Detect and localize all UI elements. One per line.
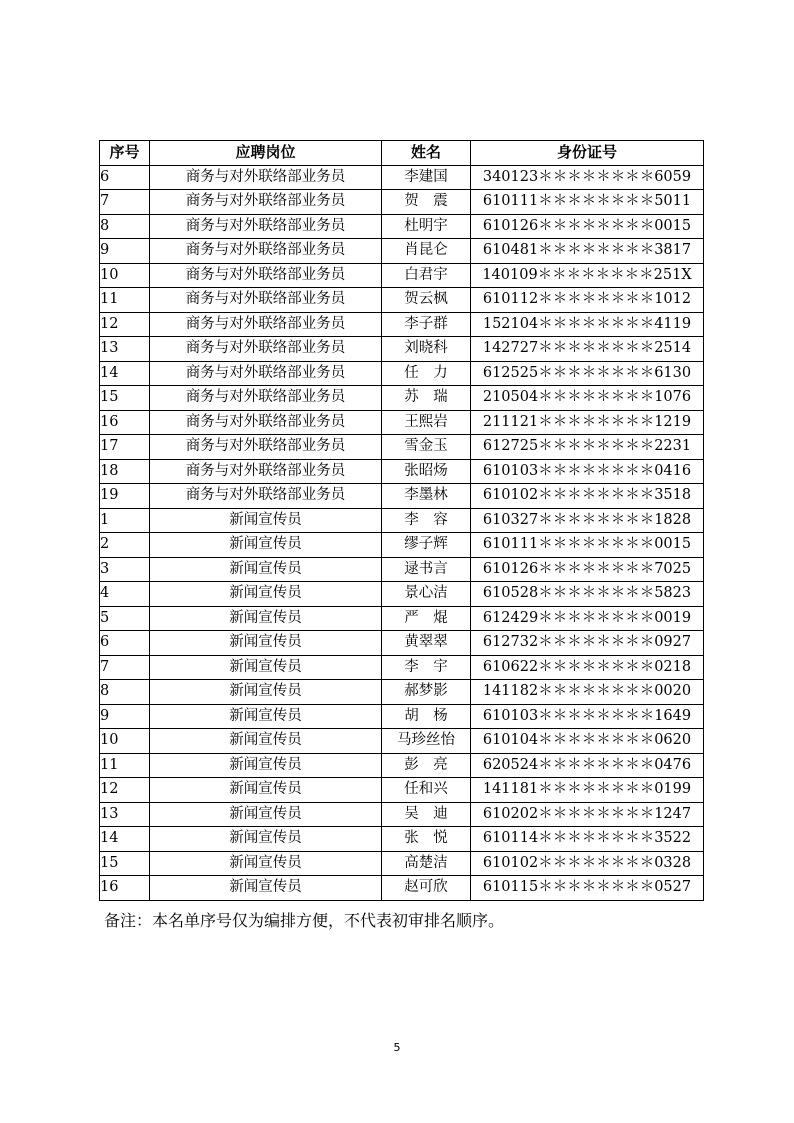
table-row — [100, 631, 704, 656]
table-row — [100, 484, 704, 509]
row-name-cell: 严 焜 — [382, 606, 471, 631]
footnote: 备注：本名单序号仅为编排方便，不代表初审排名顺序。 — [104, 911, 505, 930]
row-seq-cell: 13 — [100, 337, 150, 362]
row-position-cell: 新闻宣传员 — [150, 655, 382, 680]
row-id-number-cell: 610111＊＊＊＊＊＊＊＊0015 — [471, 533, 704, 558]
row-position-cell: 新闻宣传员 — [150, 582, 382, 607]
table-row — [100, 214, 704, 239]
table-row — [100, 606, 704, 631]
row-name-cell: 雪金玉 — [382, 435, 471, 460]
row-position-cell: 商务与对外联络部业务员 — [150, 288, 382, 313]
row-name-cell: 景心洁 — [382, 582, 471, 607]
row-position-cell: 新闻宣传员 — [150, 533, 382, 558]
row-id-number-cell: 610202＊＊＊＊＊＊＊＊1247 — [471, 802, 704, 827]
row-name-cell: 李建国 — [382, 165, 471, 190]
table-header-row — [100, 141, 704, 166]
row-name-cell: 李 容 — [382, 508, 471, 533]
row-name-cell: 张 悦 — [382, 827, 471, 852]
row-position-cell: 商务与对外联络部业务员 — [150, 459, 382, 484]
row-id-number-cell: 152104＊＊＊＊＊＊＊＊4119 — [471, 312, 704, 337]
table-row — [100, 508, 704, 533]
table-row — [100, 704, 704, 729]
row-id-number-cell: 140109＊＊＊＊＊＊＊＊251X — [471, 263, 704, 288]
row-seq-cell: 14 — [100, 827, 150, 852]
row-position-cell: 商务与对外联络部业务员 — [150, 239, 382, 264]
row-position-cell: 商务与对外联络部业务员 — [150, 361, 382, 386]
table-row — [100, 459, 704, 484]
row-id-number-cell: 610115＊＊＊＊＊＊＊＊0527 — [471, 876, 704, 901]
row-id-number-cell: 210504＊＊＊＊＊＊＊＊1076 — [471, 386, 704, 411]
row-name-cell: 郝梦影 — [382, 680, 471, 705]
row-position-cell: 新闻宣传员 — [150, 704, 382, 729]
row-name-cell: 刘晓科 — [382, 337, 471, 362]
table-row — [100, 827, 704, 852]
row-seq-cell: 1 — [100, 508, 150, 533]
table-row — [100, 802, 704, 827]
row-seq-cell: 14 — [100, 361, 150, 386]
row-id-number-cell: 610622＊＊＊＊＊＊＊＊0218 — [471, 655, 704, 680]
row-name-cell: 任 力 — [382, 361, 471, 386]
table-row — [100, 312, 704, 337]
header-seq: 序号 — [100, 141, 150, 166]
row-id-number-cell: 610481＊＊＊＊＊＊＊＊3817 — [471, 239, 704, 264]
table-row — [100, 680, 704, 705]
table-row — [100, 582, 704, 607]
row-id-number-cell: 612525＊＊＊＊＊＊＊＊6130 — [471, 361, 704, 386]
table-row — [100, 410, 704, 435]
row-name-cell: 缪子辉 — [382, 533, 471, 558]
table-row — [100, 165, 704, 190]
row-position-cell: 新闻宣传员 — [150, 851, 382, 876]
row-position-cell: 商务与对外联络部业务员 — [150, 410, 382, 435]
row-seq-cell: 15 — [100, 851, 150, 876]
page-number: 5 — [393, 1041, 401, 1054]
row-id-number-cell: 340123＊＊＊＊＊＊＊＊6059 — [471, 165, 704, 190]
row-id-number-cell: 612429＊＊＊＊＊＊＊＊0019 — [471, 606, 704, 631]
table-body — [100, 165, 704, 900]
row-position-cell: 商务与对外联络部业务员 — [150, 484, 382, 509]
row-seq-cell: 8 — [100, 680, 150, 705]
row-name-cell: 贺云枫 — [382, 288, 471, 313]
row-id-number-cell: 610103＊＊＊＊＊＊＊＊1649 — [471, 704, 704, 729]
row-seq-cell: 19 — [100, 484, 150, 509]
row-position-cell: 新闻宣传员 — [150, 827, 382, 852]
table-row — [100, 533, 704, 558]
row-seq-cell: 6 — [100, 631, 150, 656]
row-seq-cell: 7 — [100, 655, 150, 680]
row-name-cell: 白君宇 — [382, 263, 471, 288]
row-id-number-cell: 610327＊＊＊＊＊＊＊＊1828 — [471, 508, 704, 533]
row-id-number-cell: 141181＊＊＊＊＊＊＊＊0199 — [471, 778, 704, 803]
row-name-cell: 李墨林 — [382, 484, 471, 509]
row-position-cell: 新闻宣传员 — [150, 729, 382, 754]
row-name-cell: 吴 迪 — [382, 802, 471, 827]
row-id-number-cell: 610102＊＊＊＊＊＊＊＊3518 — [471, 484, 704, 509]
row-position-cell: 商务与对外联络部业务员 — [150, 165, 382, 190]
row-position-cell: 商务与对外联络部业务员 — [150, 214, 382, 239]
row-seq-cell: 3 — [100, 557, 150, 582]
row-position-cell: 商务与对外联络部业务员 — [150, 337, 382, 362]
table-row — [100, 386, 704, 411]
row-seq-cell: 17 — [100, 435, 150, 460]
row-seq-cell: 6 — [100, 165, 150, 190]
table-row — [100, 263, 704, 288]
row-name-cell: 逯书言 — [382, 557, 471, 582]
row-name-cell: 彭 亮 — [382, 753, 471, 778]
row-name-cell: 李子群 — [382, 312, 471, 337]
row-id-number-cell: 612725＊＊＊＊＊＊＊＊2231 — [471, 435, 704, 460]
row-id-number-cell: 610528＊＊＊＊＊＊＊＊5823 — [471, 582, 704, 607]
row-seq-cell: 9 — [100, 239, 150, 264]
row-seq-cell: 11 — [100, 288, 150, 313]
table-row — [100, 729, 704, 754]
row-seq-cell: 16 — [100, 410, 150, 435]
row-id-number-cell: 612732＊＊＊＊＊＊＊＊0927 — [471, 631, 704, 656]
row-name-cell: 高楚洁 — [382, 851, 471, 876]
table-row — [100, 851, 704, 876]
row-position-cell: 新闻宣传员 — [150, 508, 382, 533]
table-row — [100, 778, 704, 803]
row-seq-cell: 5 — [100, 606, 150, 631]
row-position-cell: 新闻宣传员 — [150, 606, 382, 631]
row-id-number-cell: 610103＊＊＊＊＊＊＊＊0416 — [471, 459, 704, 484]
candidate-table — [99, 140, 704, 901]
header-name: 姓名 — [382, 141, 471, 166]
row-seq-cell: 15 — [100, 386, 150, 411]
row-name-cell: 苏 瑞 — [382, 386, 471, 411]
row-id-number-cell: 610112＊＊＊＊＊＊＊＊1012 — [471, 288, 704, 313]
row-name-cell: 李 宇 — [382, 655, 471, 680]
row-name-cell: 肖昆仑 — [382, 239, 471, 264]
row-name-cell: 任和兴 — [382, 778, 471, 803]
row-id-number-cell: 142727＊＊＊＊＊＊＊＊2514 — [471, 337, 704, 362]
table-row — [100, 337, 704, 362]
row-name-cell: 赵可欣 — [382, 876, 471, 901]
row-id-number-cell: 610126＊＊＊＊＊＊＊＊7025 — [471, 557, 704, 582]
header-position: 应聘岗位 — [150, 141, 382, 166]
header-id-number: 身份证号 — [471, 141, 704, 166]
row-position-cell: 商务与对外联络部业务员 — [150, 435, 382, 460]
row-position-cell: 新闻宣传员 — [150, 778, 382, 803]
row-id-number-cell: 610102＊＊＊＊＊＊＊＊0328 — [471, 851, 704, 876]
row-position-cell: 新闻宣传员 — [150, 753, 382, 778]
row-position-cell: 新闻宣传员 — [150, 557, 382, 582]
row-seq-cell: 11 — [100, 753, 150, 778]
row-position-cell: 商务与对外联络部业务员 — [150, 312, 382, 337]
row-position-cell: 新闻宣传员 — [150, 876, 382, 901]
row-seq-cell: 12 — [100, 312, 150, 337]
row-name-cell: 杜明宇 — [382, 214, 471, 239]
row-name-cell: 贺 震 — [382, 190, 471, 215]
row-seq-cell: 7 — [100, 190, 150, 215]
row-name-cell: 马珍丝怡 — [382, 729, 471, 754]
row-seq-cell: 10 — [100, 729, 150, 754]
row-position-cell: 商务与对外联络部业务员 — [150, 263, 382, 288]
row-position-cell: 商务与对外联络部业务员 — [150, 190, 382, 215]
row-id-number-cell: 610111＊＊＊＊＊＊＊＊5011 — [471, 190, 704, 215]
row-id-number-cell: 211121＊＊＊＊＊＊＊＊1219 — [471, 410, 704, 435]
table-row — [100, 361, 704, 386]
row-name-cell: 张昭炀 — [382, 459, 471, 484]
row-id-number-cell: 141182＊＊＊＊＊＊＊＊0020 — [471, 680, 704, 705]
row-position-cell: 新闻宣传员 — [150, 802, 382, 827]
row-seq-cell: 8 — [100, 214, 150, 239]
table-row — [100, 239, 704, 264]
table-row — [100, 753, 704, 778]
row-seq-cell: 4 — [100, 582, 150, 607]
table-row — [100, 655, 704, 680]
table-row — [100, 288, 704, 313]
row-position-cell: 新闻宣传员 — [150, 631, 382, 656]
row-position-cell: 商务与对外联络部业务员 — [150, 386, 382, 411]
table-row — [100, 557, 704, 582]
table-row — [100, 876, 704, 901]
row-seq-cell: 16 — [100, 876, 150, 901]
table-row — [100, 435, 704, 460]
row-seq-cell: 2 — [100, 533, 150, 558]
row-seq-cell: 10 — [100, 263, 150, 288]
row-name-cell: 黄翠翠 — [382, 631, 471, 656]
row-id-number-cell: 610114＊＊＊＊＊＊＊＊3522 — [471, 827, 704, 852]
row-seq-cell: 12 — [100, 778, 150, 803]
row-seq-cell: 9 — [100, 704, 150, 729]
row-seq-cell: 18 — [100, 459, 150, 484]
row-name-cell: 王熙岩 — [382, 410, 471, 435]
row-name-cell: 胡 杨 — [382, 704, 471, 729]
row-id-number-cell: 610126＊＊＊＊＊＊＊＊0015 — [471, 214, 704, 239]
row-id-number-cell: 610104＊＊＊＊＊＊＊＊0620 — [471, 729, 704, 754]
table-row — [100, 190, 704, 215]
row-seq-cell: 13 — [100, 802, 150, 827]
row-position-cell: 新闻宣传员 — [150, 680, 382, 705]
row-id-number-cell: 620524＊＊＊＊＊＊＊＊0476 — [471, 753, 704, 778]
